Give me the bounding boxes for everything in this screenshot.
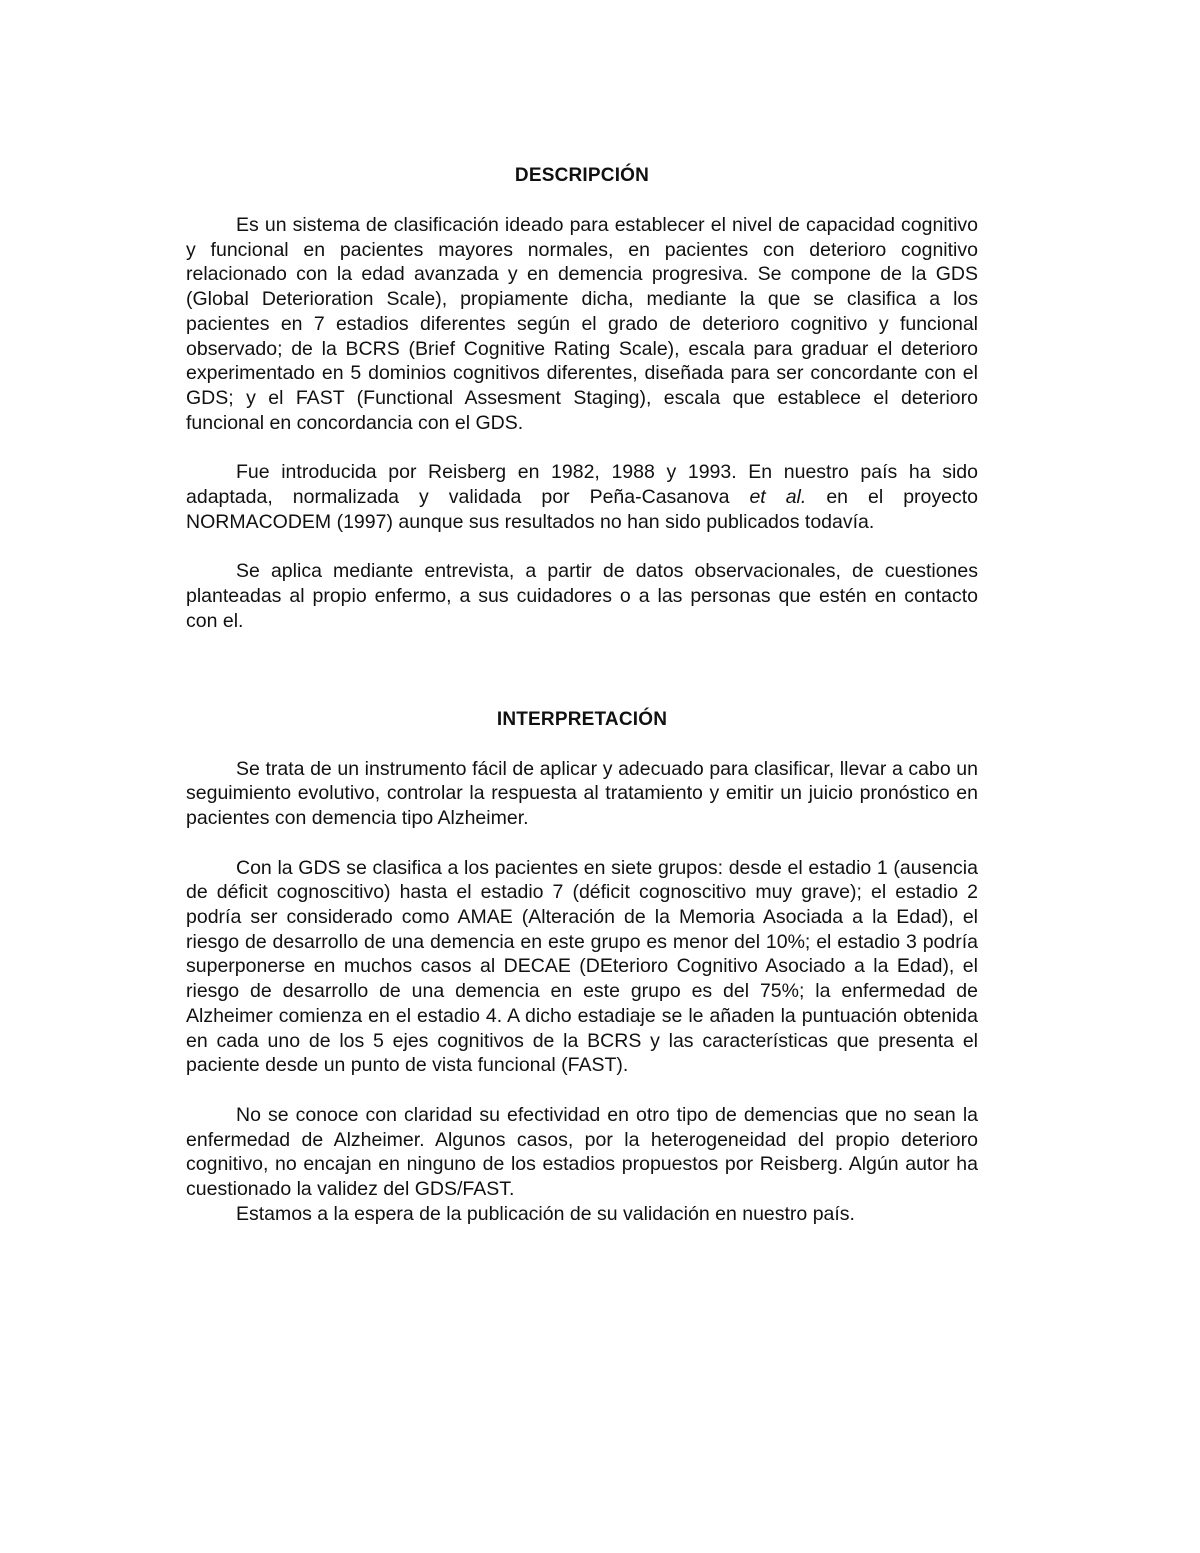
paragraph-interpretacion-3: No se conoce con claridad su efectividad en otro tipo de demencias que no sean la enfermedad de Alzheimer. Algunos casos, por la heterogeneidad del propio deterioro cognitivo, no encajan en ninguno de los estadios propuestos por Reisberg. Algún autor ha cuestionado la validez del GDS/FAST. [186,1103,978,1201]
paragraph-interpretacion-1: Se trata de un instrumento fácil de aplicar y adecuado para clasificar, llevar a cabo un seguimiento evolutivo, controlar la respuesta al tratamiento y emitir un juicio pronóstico en pacientes con demencia tipo Alzheimer. [186,757,978,829]
paragraph-descripcion-1: Es un sistema de clasificación ideado para establecer el nivel de capacidad cognitivo y funcional en pacientes mayores normales, en pacientes con deterioro cognitivo relacionado con la edad avanzada y en demencia progresiva. Se compone de la GDS (Global Deterioration Scale), propiamente dicha, mediante la que se clasifica a los pacientes en 7 estadios diferentes según el grado de deterioro cognitivo y funcional observado; de la BCRS (Brief Cognitive Rating Scale), escala para graduar el deterioro experimentado en 5 dominios cognitivos diferentes, diseñada para ser concordante con el GDS; y el FAST (Functional Assesment Staging), escala que establece el deterioro funcional en concordancia con el GDS. [186,214,978,434]
spacer [186,188,978,213]
spacer [186,732,978,757]
paragraph-text: Fue introducida por Reisberg en 1982, 1988 y 1993. En nuestro país ha sido adaptada, normalizada y validada por Peña-Casanova [186,461,978,509]
section-heading-interpretacion: INTERPRETACIÓN [496,708,668,730]
paragraph-text: en el proyecto NORMACODEM (1997) aunque sus resultados no han sido publicados todavía. [186,486,978,533]
spacer [186,435,978,460]
spacer [186,831,978,856]
document-page [186,163,978,1227]
section-heading-descripcion: DESCRIPCIÓN [514,165,650,186]
spacer [186,534,978,559]
spacer [186,634,978,707]
paragraph-interpretacion-2: Con la GDS se clasifica a los pacientes en siete grupos: desde el estadio 1 (ausencia de déficit cognoscitivo) hasta el estadio 7 (déficit cognoscitivo muy grave); el estadio 2 podría ser considerado como AMAE (Alteración de la Memoria Asociada a la Edad), el riesgo de desarrollo de una demencia en este grupo es menor del 10%; el estadio 3 podría superponerse en muchos casos al DECAE (DEterioro Cognitivo Asociado a la Edad), el riesgo de desarrollo de una demencia en este grupo es del 75%; la enfermedad de Alzheimer comienza en el estadio 4. A dicho estadiaje se le añaden la puntuación obtenida en cada uno de los 5 ejes cognitivos de la BCRS y las características que presenta el paciente desde un punto de vista funcional (FAST). [186,856,978,1077]
paragraph-descripcion-3: Se aplica mediante entrevista, a partir de datos observacionales, de cuestiones planteadas al propio enfermo, a sus cuidadores o a las personas que estén en contacto con el. [186,560,978,632]
paragraph-interpretacion-4: Estamos a la espera de la publicación de su validación en nuestro país. [236,1202,855,1225]
paragraph-descripcion-2 [186,460,978,534]
italic-et-al: et al. [749,486,807,509]
spacer [186,1078,978,1103]
